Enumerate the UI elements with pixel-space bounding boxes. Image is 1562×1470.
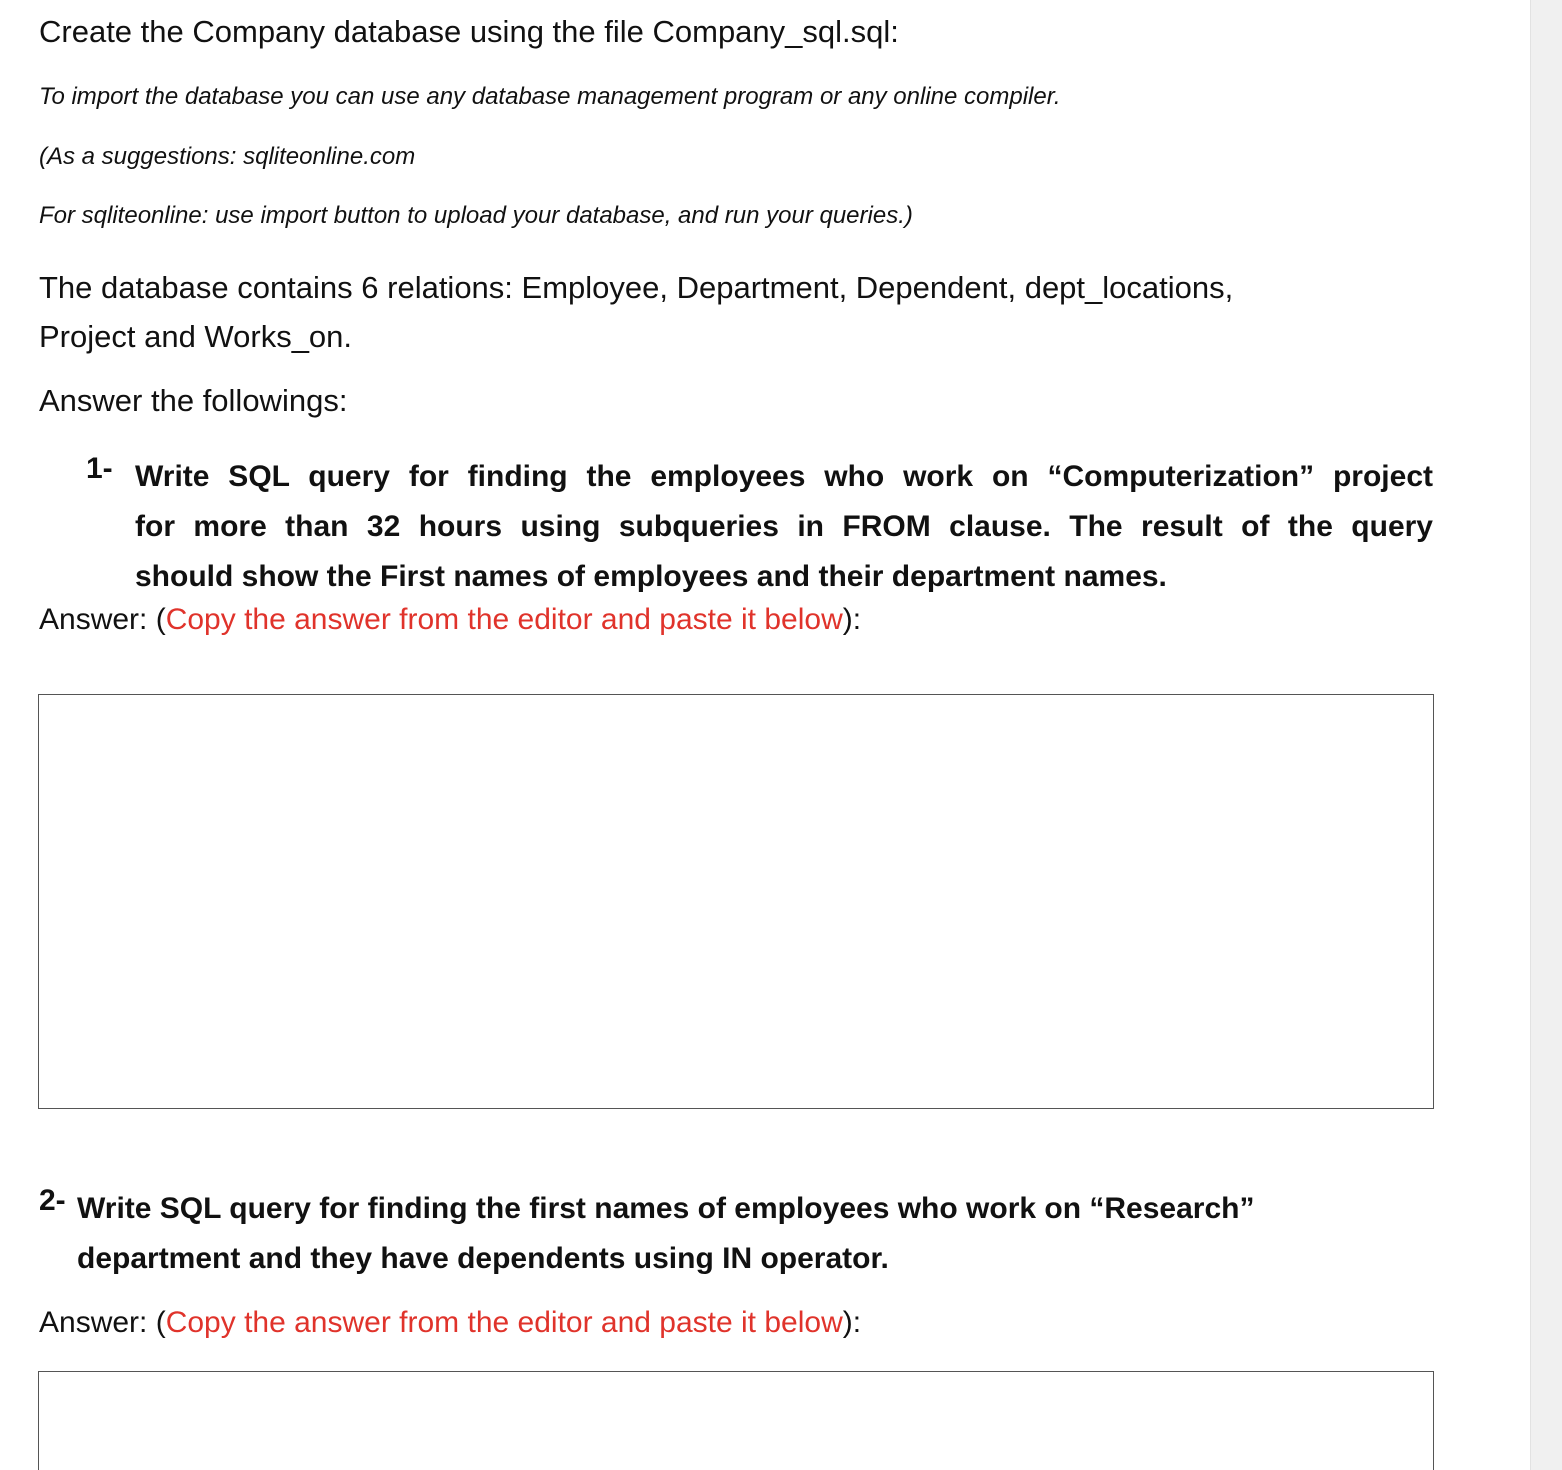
intro-heading: Create the Company database using the file Company_sql.sql:	[39, 14, 899, 49]
window-right-margin	[1530, 0, 1562, 1470]
answer-2-instruction: Copy the answer from the editor and paste it below	[165, 1306, 843, 1339]
question-2-line-1: Write SQL query for finding the first names of employees who work on “Research”	[77, 1192, 1255, 1225]
question-1-line-3: should show the First names of employees and their department names.	[135, 560, 1167, 593]
suggestion-note: (As a suggestions: sqliteonline.com	[39, 143, 416, 170]
answer-2-label: Answer: (	[39, 1306, 166, 1339]
question-1-text	[135, 452, 1433, 602]
answer-1-prompt	[39, 603, 861, 637]
sqliteonline-note: For sqliteonline: use import button to upload your database, and run your queries.)	[39, 202, 913, 229]
question-2-text	[77, 1184, 1254, 1284]
answer-1-suffix: ):	[842, 603, 862, 636]
question-1-line-1: Write SQL query for finding the employees who work on “Computerization” project	[135, 460, 1433, 493]
answer-2-prompt	[39, 1306, 861, 1340]
answer-2-suffix: ):	[842, 1306, 862, 1339]
question-2-number: 2-	[39, 1184, 66, 1217]
answer-1-label: Answer: (	[39, 603, 166, 636]
relations-line-1: The database contains 6 relations: Employee, Department, Dependent, dept_locations,	[39, 270, 1234, 305]
answer-followings-heading: Answer the followings:	[39, 383, 348, 418]
question-1-number: 1-	[86, 452, 113, 485]
import-note: To import the database you can use any database management program or any online compiler.	[39, 83, 1061, 110]
question-2-line-2: department and they have dependents using IN operator.	[77, 1242, 889, 1275]
answer-1-instruction: Copy the answer from the editor and paste it below	[165, 603, 843, 636]
relations-paragraph	[39, 263, 1439, 361]
question-1-line-2: for more than 32 hours using subqueries in FROM clause. The result of the query	[135, 510, 1433, 543]
answer-1-box[interactable]	[38, 694, 1434, 1109]
relations-line-2: Project and Works_on.	[39, 319, 353, 354]
answer-2-box[interactable]	[38, 1371, 1434, 1470]
